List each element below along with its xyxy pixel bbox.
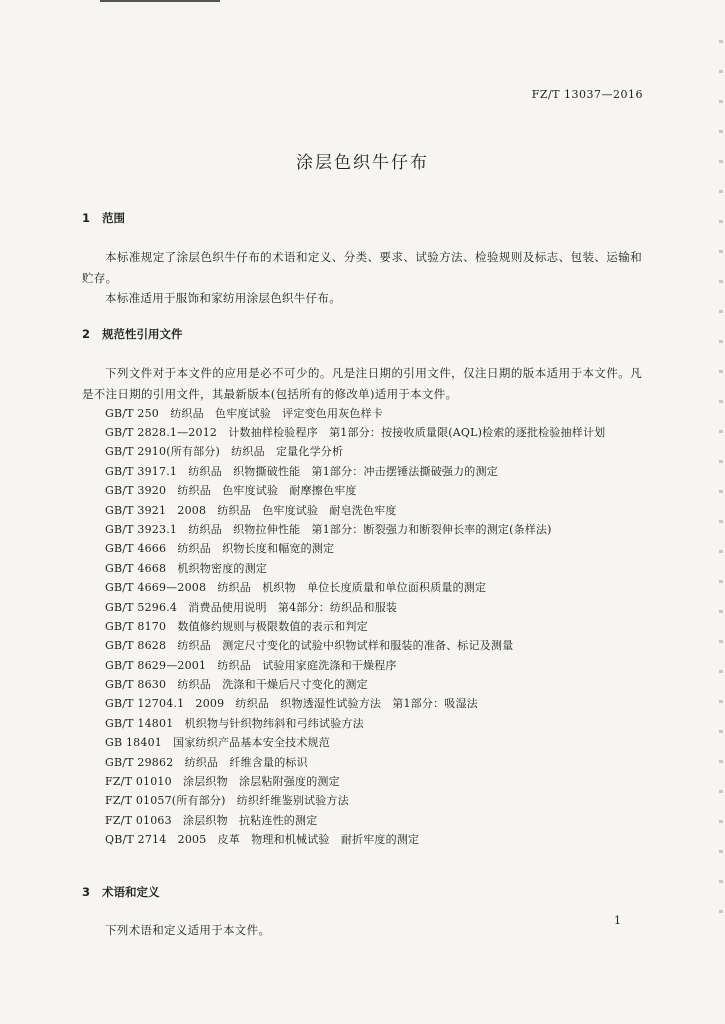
section-2-heading — [82, 326, 183, 342]
reference-item: GB/T 2828.1—2012 计数抽样检验程序 第1部分：按接收质量限(AQL)检索的逐批检验抽样计划 — [105, 426, 606, 440]
reference-item: GB/T 4668 机织物密度的测定 — [105, 561, 268, 575]
section-3-heading — [82, 884, 160, 900]
page-number: 1 — [614, 914, 621, 927]
reference-item: GB/T 8628 纺织品 测定尺寸变化的试验中织物试样和服装的准备、标记及测量 — [105, 639, 514, 653]
normative-intro: 下列文件对于本文件的应用是必不可少的。凡是注日期的引用文件，仅注日期的版本适用于本文件。凡是不注日期的引用文件，其最新版本(包括所有的修改单)适用于本文件。 — [82, 366, 642, 401]
reference-item: GB/T 12704.1 2009 纺织品 织物透湿性试验方法 第1部分：吸湿法 — [105, 697, 478, 711]
reference-item: GB/T 29862 纺织品 纤维含量的标识 — [105, 755, 308, 769]
top-edge-rule — [100, 0, 220, 2]
terms-intro: 下列术语和定义适用于本文件。 — [105, 923, 271, 937]
reference-item: GB/T 3917.1 纺织品 织物撕破性能 第1部分：冲击摆锤法撕破强力的测定 — [105, 464, 498, 478]
reference-item: GB/T 3920 纺织品 色牢度试验 耐摩擦色牢度 — [105, 484, 357, 498]
reference-list — [82, 404, 642, 850]
section-title: 范围 — [102, 211, 125, 225]
reference-item: GB 18401 国家纺织产品基本安全技术规范 — [105, 736, 330, 750]
section-title: 规范性引用文件 — [102, 327, 183, 341]
reference-item: GB/T 3921 2008 纺织品 色牢度试验 耐皂洗色牢度 — [105, 503, 397, 517]
scope-paragraph-1: 本标准规定了涂层色织牛仔布的术语和定义、分类、要求、试验方法、检验规则及标志、包装、运输和贮存。 — [82, 250, 642, 285]
reference-item: FZ/T 01010 涂层织物 涂层粘附强度的测定 — [105, 775, 340, 789]
scan-edge-marks — [719, 40, 723, 940]
reference-item: FZ/T 01057(所有部分) 纺织纤维鉴别试验方法 — [105, 794, 349, 808]
section-1-heading — [82, 210, 125, 226]
scope-paragraph-2: 本标准适用于服饰和家纺用涂层色织牛仔布。 — [105, 291, 341, 305]
document-code: FZ/T 13037—2016 — [531, 88, 643, 101]
reference-item: GB/T 3923.1 纺织品 织物拉伸性能 第1部分：断裂强力和断裂伸长率的测定(条样法) — [105, 522, 552, 536]
reference-item: GB/T 8629—2001 纺织品 试验用家庭洗涤和干燥程序 — [105, 658, 397, 672]
reference-item: QB/T 2714 2005 皮革 物理和机械试验 耐折牢度的测定 — [105, 833, 420, 847]
reference-item: FZ/T 01063 涂层织物 抗粘连性的测定 — [105, 813, 318, 827]
reference-item: GB/T 14801 机织物与针织物纬斜和弓纬试验方法 — [105, 716, 364, 730]
reference-item: GB/T 8630 纺织品 洗涤和干燥后尺寸变化的测定 — [105, 678, 368, 692]
section-number: 1 — [82, 211, 91, 225]
section-title: 术语和定义 — [102, 885, 160, 899]
reference-item: GB/T 250 纺织品 色牢度试验 评定变色用灰色样卡 — [105, 407, 384, 420]
reference-item: GB/T 4666 纺织品 织物长度和幅宽的测定 — [105, 542, 335, 556]
section-number: 2 — [82, 327, 91, 341]
document-title: 涂层色织牛仔布 — [296, 153, 429, 173]
reference-item: GB/T 5296.4 消费品使用说明 第4部分：纺织品和服装 — [105, 600, 398, 614]
reference-item: GB/T 4669—2008 纺织品 机织物 单位长度质量和单位面积质量的测定 — [105, 581, 487, 595]
section-number: 3 — [82, 885, 91, 899]
reference-item: GB/T 8170 数值修约规则与极限数值的表示和判定 — [105, 619, 368, 633]
reference-item: GB/T 2910(所有部分) 纺织品 定量化学分析 — [105, 445, 344, 459]
